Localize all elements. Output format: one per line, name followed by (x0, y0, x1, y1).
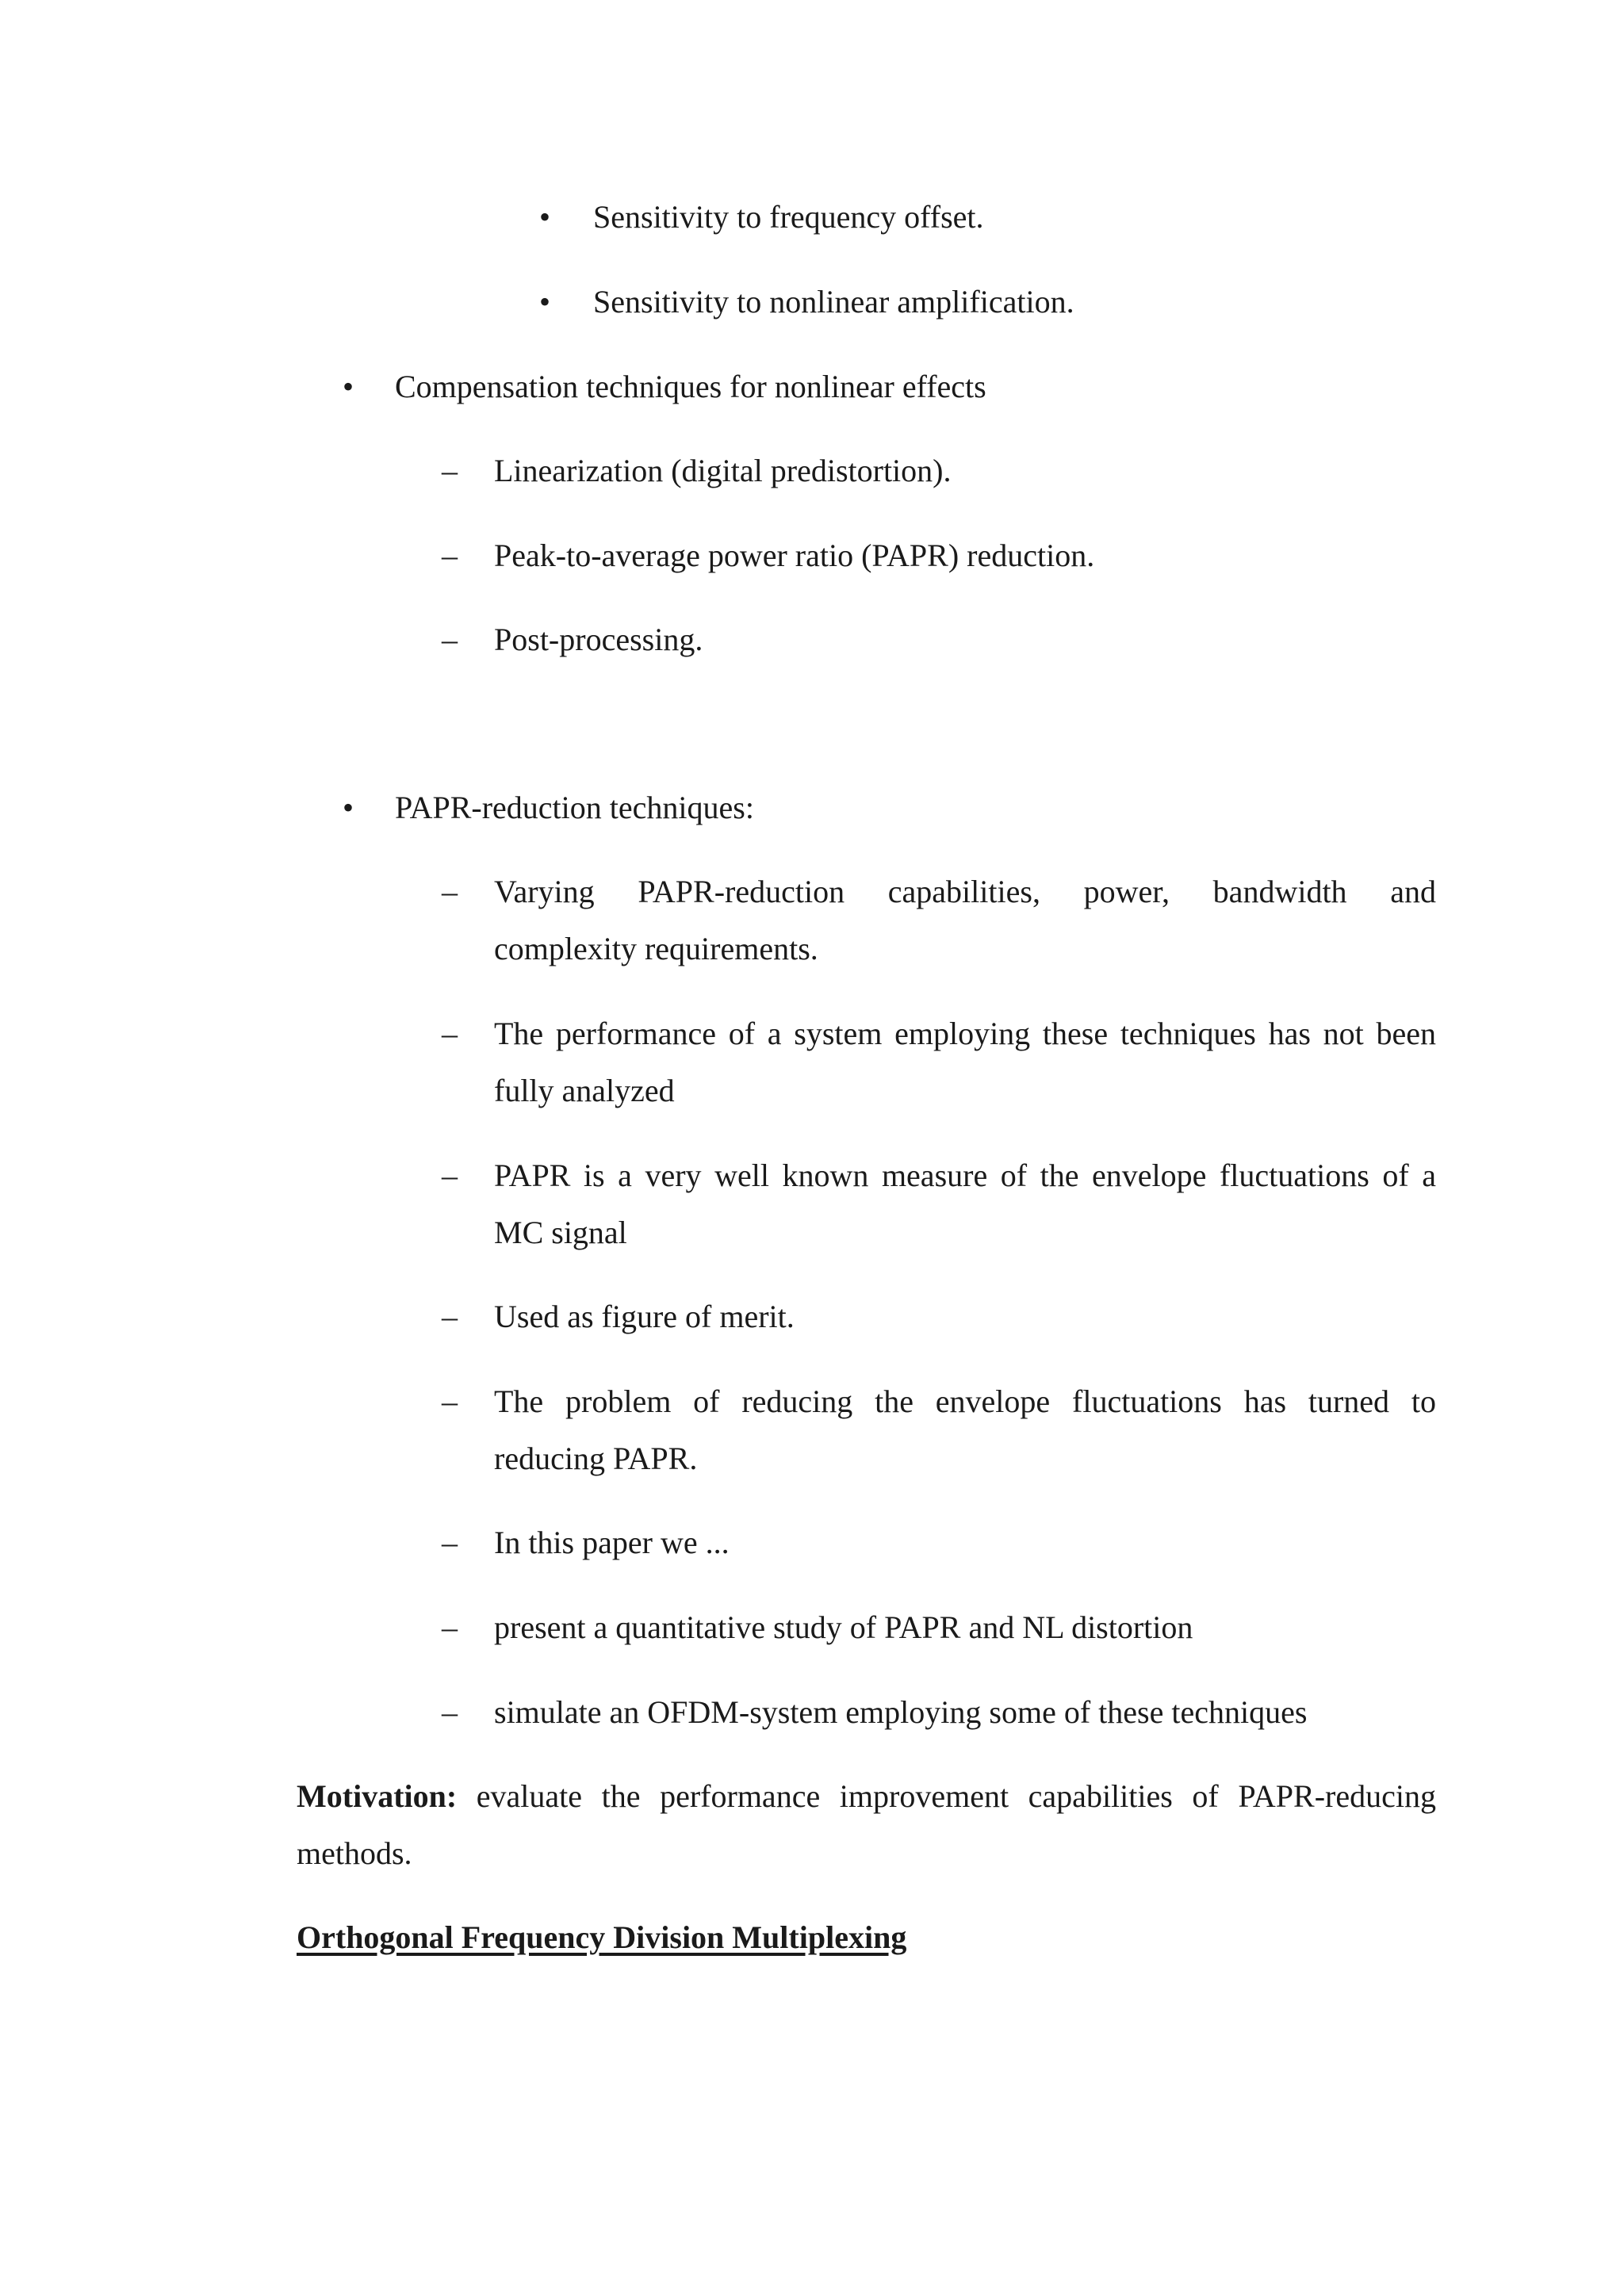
dash-marker: – (442, 1299, 458, 1334)
papr-heading: PAPR-reduction techniques: (395, 790, 754, 825)
dash-marker: – (442, 1016, 458, 1051)
papr-item-varying-line2: complexity requirements. (494, 931, 818, 966)
compensation-item-papr-reduction: Peak-to-average power ratio (PAPR) reduction. (494, 538, 1095, 573)
papr-item-measure-line1: PAPR is a very well known measure of the envelope fluctuations of a (494, 1158, 1436, 1193)
dash-marker: – (442, 1158, 458, 1193)
dash-marker: – (442, 538, 458, 573)
papr-item-performance-line1: The performance of a system employing these techniques has not been (494, 1016, 1436, 1051)
papr-item-measure-line2: MC signal (494, 1215, 627, 1250)
papr-item-problem-line1: The problem of reducing the envelope fluctuations has turned to (494, 1383, 1436, 1419)
motivation-paragraph-line1 (297, 1768, 1436, 1825)
papr-item-simulate: simulate an OFDM-system employing some of these techniques (494, 1694, 1308, 1730)
compensation-item-linearization: Linearization (digital predistortion). (494, 453, 952, 488)
dash-marker: – (442, 1383, 458, 1419)
dash-marker: – (442, 1609, 458, 1645)
papr-item-figure-of-merit: Used as figure of merit. (494, 1299, 795, 1334)
dash-marker: – (442, 622, 458, 657)
papr-item-varying-line1: Varying PAPR-reduction capabilities, power, bandwidth and (494, 874, 1436, 909)
bullet-marker: • (539, 284, 551, 320)
papr-item-performance-line2: fully analyzed (494, 1073, 675, 1108)
papr-item-problem-line2: reducing PAPR. (494, 1441, 698, 1476)
bullet-marker: • (343, 790, 354, 825)
compensation-heading: Compensation techniques for nonlinear effects (395, 369, 986, 404)
motivation-text-line1: evaluate the performance improvement capabilities of PAPR-reducing (476, 1778, 1436, 1814)
bullet-marker: • (343, 369, 354, 404)
dash-marker: – (442, 1694, 458, 1730)
dash-marker: – (442, 453, 458, 488)
papr-item-in-this-paper: In this paper we ... (494, 1525, 730, 1560)
sub-bullet-nonlinear-amplification: Sensitivity to nonlinear amplification. (593, 284, 1074, 320)
dash-marker: – (442, 1525, 458, 1560)
papr-item-quantitative-study: present a quantitative study of PAPR and NL distortion (494, 1609, 1193, 1645)
section-heading: Orthogonal Frequency Division Multiplexing (297, 1919, 907, 1955)
dash-marker: – (442, 874, 458, 909)
compensation-item-post-processing: Post-processing. (494, 622, 703, 657)
motivation-label: Motivation: (297, 1778, 458, 1814)
sub-bullet-frequency-offset: Sensitivity to frequency offset. (593, 199, 984, 235)
motivation-text-line2: methods. (297, 1835, 412, 1871)
bullet-marker: • (539, 199, 551, 235)
